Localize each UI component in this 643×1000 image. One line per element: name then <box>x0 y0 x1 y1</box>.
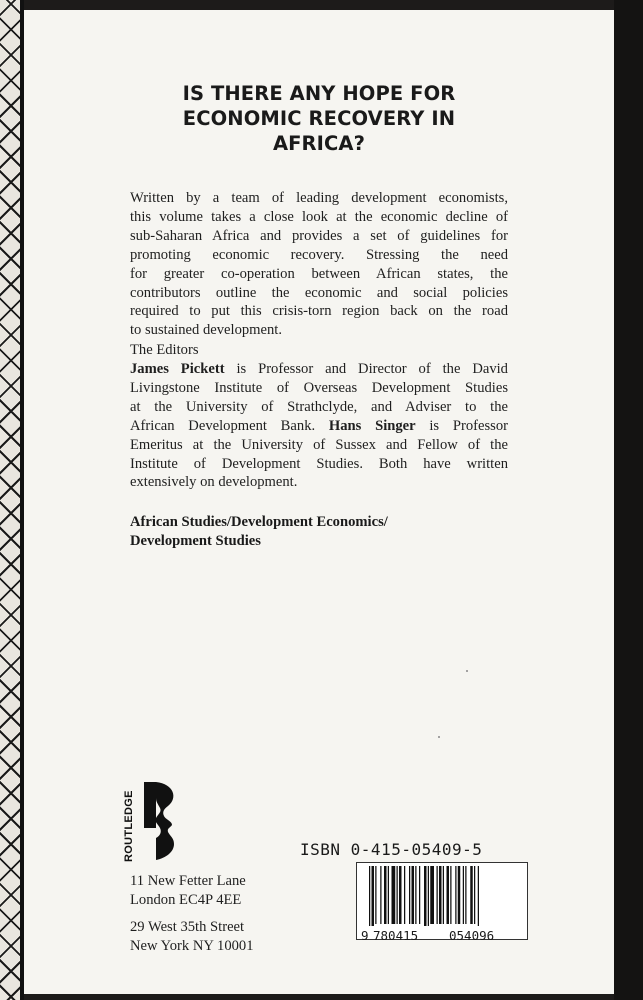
barcode-bar <box>380 866 381 924</box>
cover-right-edge <box>614 0 643 1000</box>
editors-line: Institute of Development Studies. Both have written <box>130 455 508 472</box>
barcode-bar <box>474 866 475 924</box>
barcode-digits-left: 780415 <box>373 928 419 943</box>
barcode-bar <box>375 866 376 924</box>
barcode-bar <box>465 866 466 924</box>
title-line: ECONOMIC RECOVERY IN <box>182 107 456 130</box>
barcode-bar <box>404 866 405 924</box>
barcode-bar <box>463 866 464 924</box>
editors-heading: The Editors <box>130 342 199 358</box>
barcode-bar <box>470 866 473 924</box>
blurb-line: promoting economic recovery. Stressing the need <box>130 246 508 263</box>
blurb-line: contributors outline the economic and social policies <box>130 284 508 301</box>
cover-title <box>24 81 614 156</box>
blurb-line: to sustained development. <box>130 322 282 339</box>
publisher-addresses <box>130 872 254 955</box>
address-line: London EC4P 4EE <box>130 891 242 908</box>
title-line: AFRICA? <box>272 132 366 155</box>
editor-name: Hans Singer <box>328 417 416 434</box>
paper-speck <box>438 736 440 738</box>
blurb-line: required to put this crisis-torn region back on the road <box>130 303 508 320</box>
address-line: 29 West 35th Street <box>130 919 245 935</box>
logo-bar <box>144 782 156 828</box>
editors-line <box>130 360 508 379</box>
blurb-line: sub-Saharan Africa and provides a set of guidelines for <box>130 227 508 244</box>
blurb-line: for greater co-operation between African states, the <box>130 265 508 282</box>
barcode-bar <box>415 866 416 924</box>
blurb-line: Written by a team of leading development economists, <box>130 190 508 206</box>
editors-line <box>130 417 508 436</box>
barcode-bar <box>428 866 429 926</box>
editors-line: extensively on development. <box>130 474 298 491</box>
barcode-bar <box>384 866 387 924</box>
editors-line: Livingstone Institute of Overseas Development Studies <box>130 379 508 396</box>
blurb-paragraph <box>130 189 508 340</box>
editors-text: is Professor and Director of the David <box>224 361 508 377</box>
barcode-bar <box>443 866 444 924</box>
barcode-bar <box>392 866 396 924</box>
routledge-wordmark: ROUTLEDGE <box>123 790 135 862</box>
subject-line: Development Studies <box>130 532 261 549</box>
subject-categories <box>130 513 388 551</box>
address-line: 11 New Fetter Lane <box>130 873 246 889</box>
editors-line: at the University of Strathclyde, and Adviser to the <box>130 398 508 415</box>
barcode-bar <box>430 866 434 924</box>
barcode-bar <box>447 866 450 924</box>
editor-name: James Pickett <box>130 361 225 377</box>
barcode-bar <box>399 866 402 924</box>
editors-text: African Development Bank. <box>130 417 329 434</box>
logo-profile <box>155 782 174 860</box>
barcode-bar <box>424 866 427 926</box>
barcode-bar <box>437 866 438 924</box>
barcode-bar <box>397 866 398 924</box>
barcode-bar <box>419 866 420 924</box>
barcode <box>356 862 528 943</box>
barcode-bar <box>450 866 451 924</box>
barcode-bar <box>439 866 442 924</box>
editors-text: is Professor <box>415 417 508 434</box>
barcode-bar <box>369 866 370 926</box>
barcode-digit-first: 9 <box>361 928 369 943</box>
barcode-bars <box>361 866 523 926</box>
barcode-digits-right: 054096 <box>449 928 495 943</box>
barcode-bar <box>412 866 415 924</box>
spine-pattern <box>0 0 22 1000</box>
barcode-bar <box>455 866 456 924</box>
barcode-bar <box>372 866 375 926</box>
barcode-bar <box>409 866 410 924</box>
back-cover <box>24 10 614 994</box>
barcode-bar <box>458 866 461 924</box>
editors-paragraph <box>130 360 508 492</box>
isbn-number: ISBN 0-415-05409-5 <box>300 840 483 859</box>
barcode-bar <box>478 866 479 926</box>
title-line: IS THERE ANY HOPE FOR <box>182 82 456 105</box>
paper-speck <box>466 670 468 672</box>
blurb-line: this volume takes a close look at the economic decline of <box>130 208 508 225</box>
address-line: New York NY 10001 <box>130 937 254 954</box>
barcode-bar <box>388 866 389 924</box>
routledge-logo <box>120 778 190 866</box>
subject-line: African Studies/Development Economics/ <box>130 514 388 530</box>
editors-line: Emeritus at the University of Sussex and Fellow of the <box>130 436 508 453</box>
